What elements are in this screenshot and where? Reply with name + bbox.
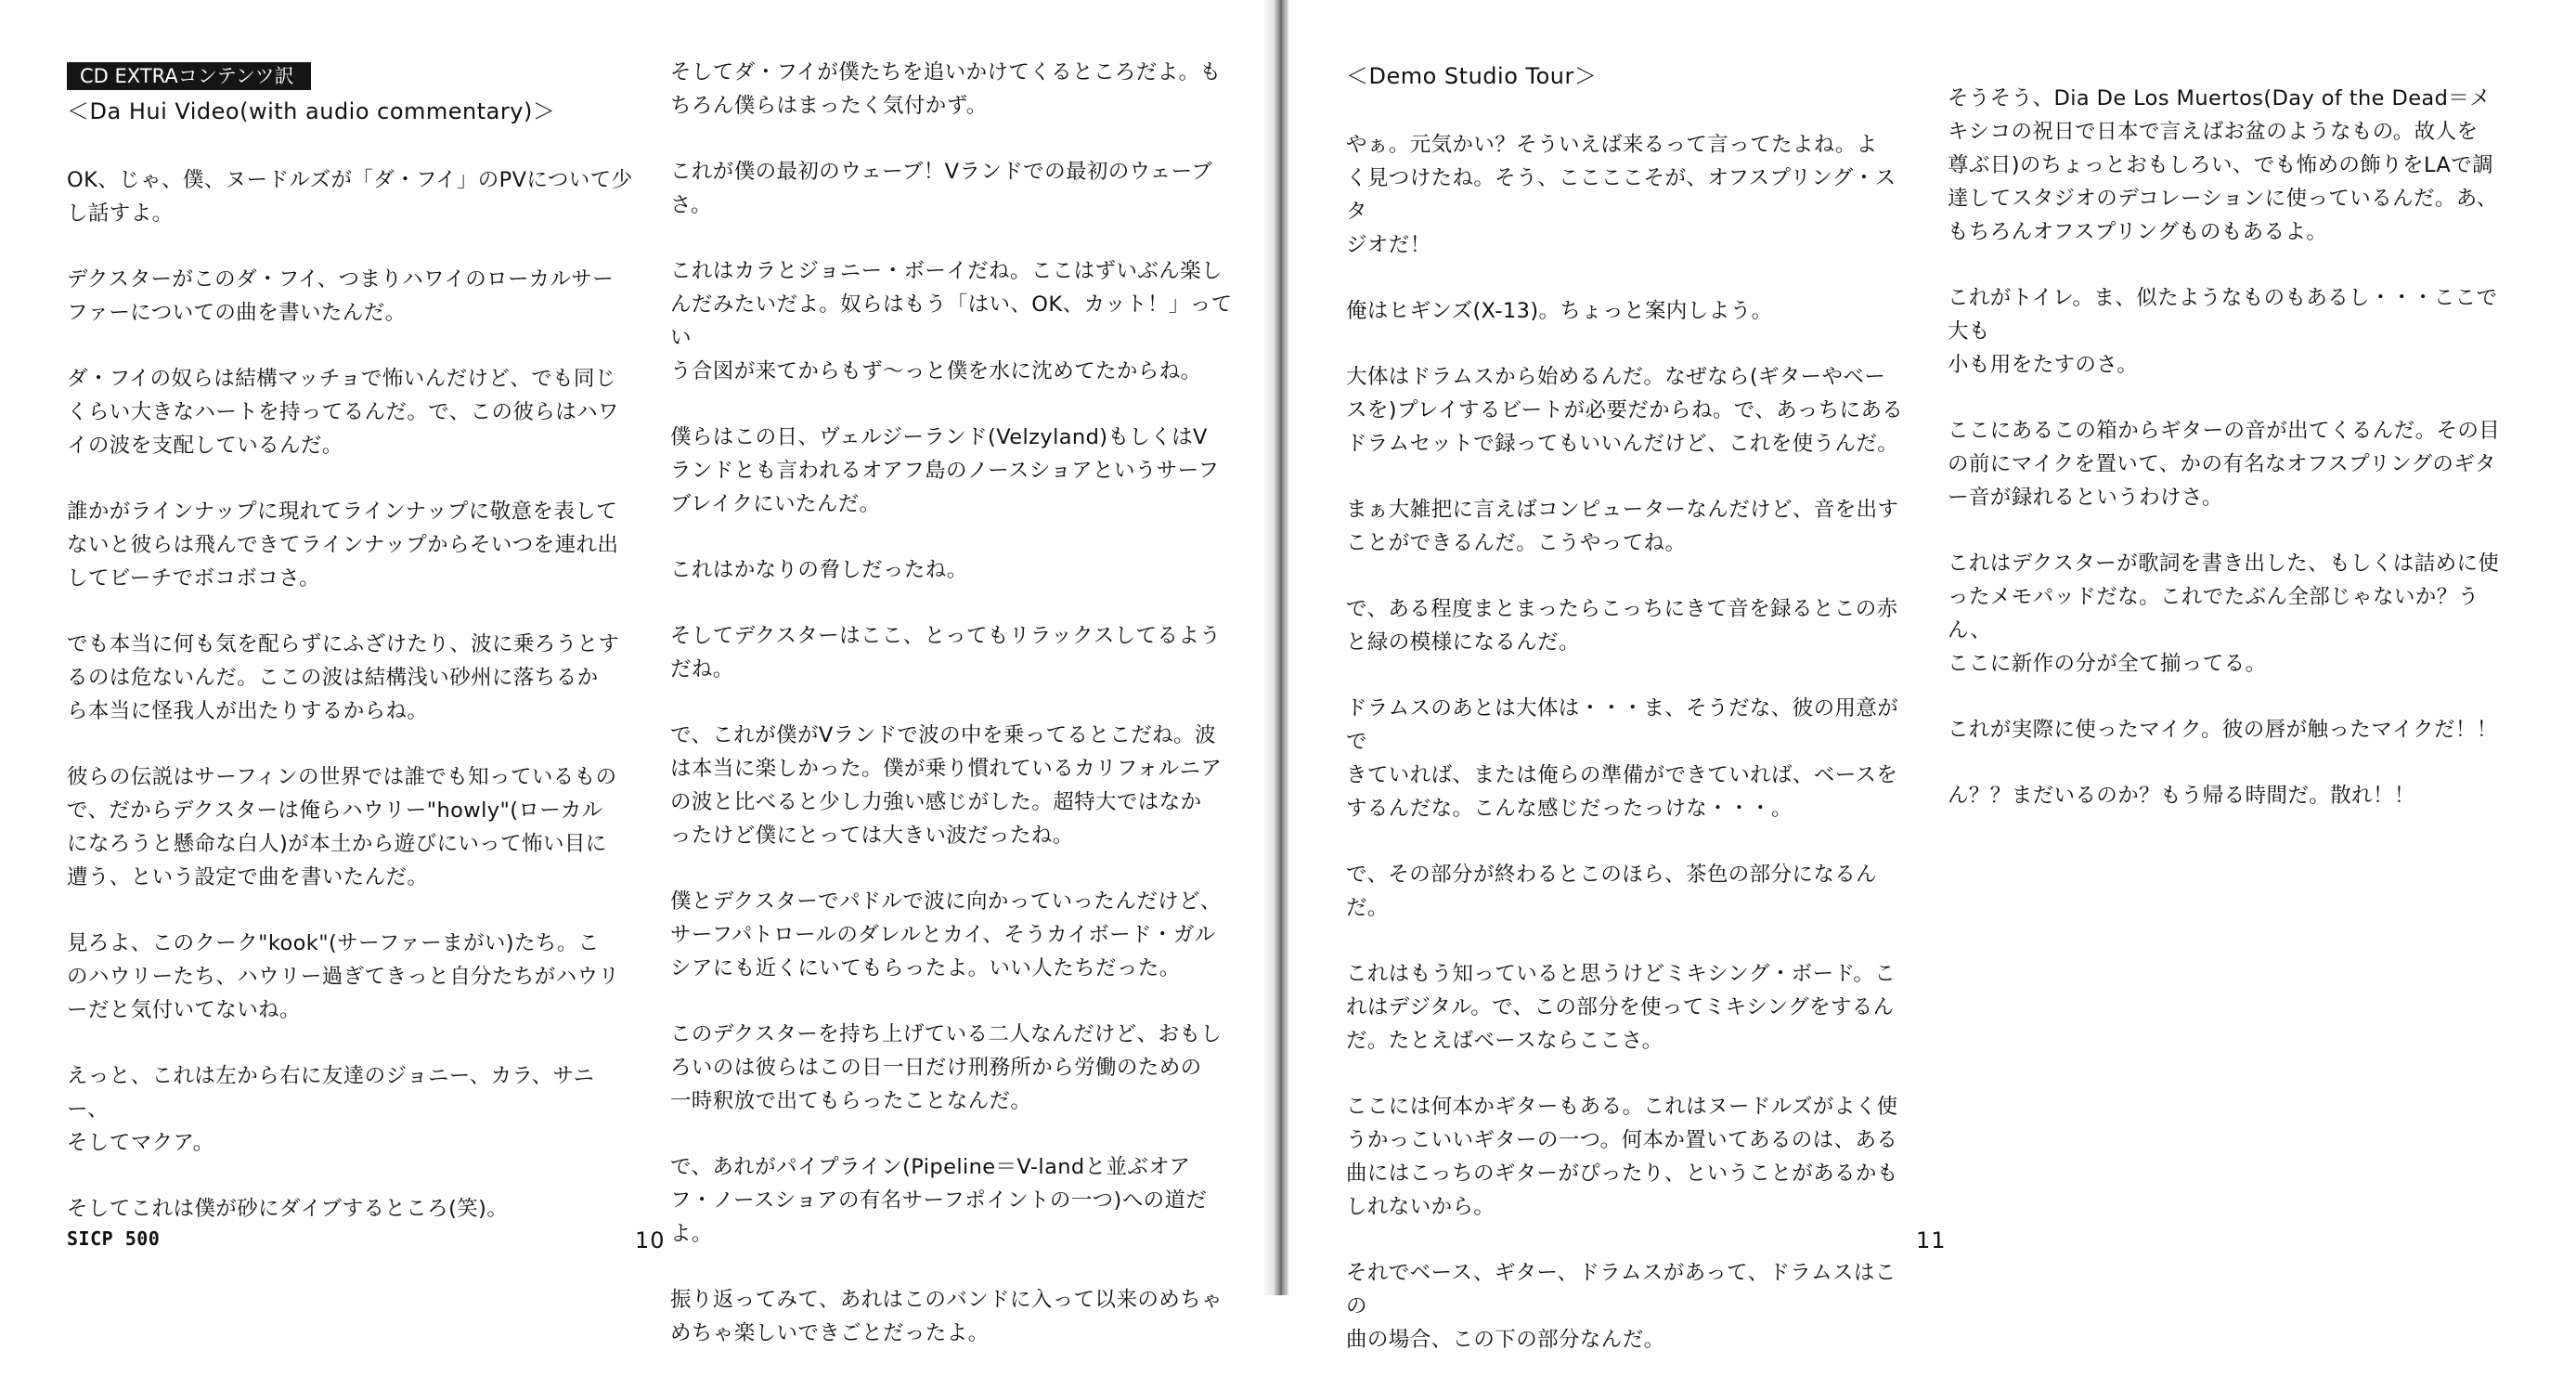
paragraph: それでベース、ギター、ドラムスがあって、ドラムスはこの 曲の場合、この下の部分なんだ。 — [1346, 1261, 1896, 1352]
page-number-right: 11 — [1916, 1227, 1947, 1253]
paragraph: これはデクスターが歌詞を書き出した、もしくは詰めに使 ったメモパッドだな。これでたぶん全部じゃないか？うん、 ここに新作の分が全て揃ってる。 — [1948, 552, 2500, 676]
paragraph: まぁ大雑把に言えばコンピューターなんだけど、音を出す ことができるんだ。こうやってね。 — [1346, 498, 1899, 555]
paragraph: 僕とデクスターでパドルで波に向かっていったんだけど、 サーフパトロールのダレルとカイ、そうカイボード・ガル シアにも近くにいてもらったよ。いい人たちだった。 — [670, 889, 1222, 980]
right-page-column-1 — [1346, 58, 1912, 1389]
paragraph: そしてこれは僕が砂にダイブするところ(笑)。 — [67, 1197, 509, 1221]
paragraph: ここにあるこの箱からギターの音が出てくるんだ。その目 の前にマイクを置いて、かの有名なオフスプリングのギタ ー音が録れるというわけさ。 — [1948, 419, 2501, 510]
paragraph: OK、じゃ、僕、ヌードルズが「ダ・フイ」のPVについて少 し話すよ。 — [67, 168, 633, 226]
paragraph: で、あれがパイプライン(Pipeline＝V-landと並ぶオア フ・ノースショアの有名サーフポイントの一つ)への道だよ。 — [670, 1155, 1208, 1246]
right-page-column-2 — [1948, 82, 2514, 845]
paragraph: で、ある程度まとまったらこっちにきて音を録るとこの赤 と緑の模様になるんだ。 — [1346, 597, 1898, 655]
paragraph: デクスターがこのダ・フイ、つまりハワイのローカルサー ファーについての曲を書いたんだ。 — [67, 267, 615, 325]
paragraph: ダ・フイの奴らは結構マッチョで怖いんだけど、でも同じ くらい大きなハートを持ってるんだ。で、この彼らはハワ イの波を支配しているんだ。 — [67, 367, 619, 458]
left-page — [0, 0, 1274, 1345]
paragraph: 俺はヒギンズ(X-13)。ちょっと案内しよう。 — [1346, 299, 1773, 323]
paragraph: 大体はドラムスから始めるんだ。なぜなら(ギターやベー スを)プレイするビートが必要だからね。で、あっちにある ドラムセットで録ってもいいんだけど、これを使うんだ。 — [1346, 365, 1904, 456]
paragraph: で、これが僕がVランドで波の中を乗ってるとこだね。波 は本当に楽しかった。僕が乗り慣れているカリフォルニア の波と比べると少し力強い感じがした。超特大ではなか ったけど僕にとっては大きい波だったね。 — [670, 723, 1223, 848]
paragraph: これはカラとジョニー・ボーイだね。ここはずいぶん楽し んだみたいだよ。奴らはもう「はい、OK、カット！」ってい う合図が来てからもず〜っと僕を水に沈めてたからね。 — [670, 259, 1233, 383]
paragraph: で、その部分が終わるとこのほら、茶色の部分になるんだ。 — [1346, 863, 1878, 920]
paragraph: これはもう知っていると思うけどミキシング・ボード。こ れはデジタル。で、この部分を使ってミキシングをするん だ。たとえばベースならここさ。 — [1346, 962, 1896, 1053]
paragraph: やぁ。元気かい？そういえば来るって言ってたよね。よ く見つけたね。そう、ここここそが、オフスプリング・スタ ジオだ！ — [1346, 133, 1896, 257]
paragraph: 誰かがラインナップに現れてラインナップに敬意を表して ないと彼らは飛んできてラインナップからそいつを連れ出 してビーチでボコボコさ。 — [67, 500, 619, 591]
left-page-column-2 — [670, 56, 1236, 1383]
paragraph: でも本当に何も気を配らずにふざけたり、波に乗ろうとす るのは危ないんだ。ここの波は結構浅い砂州に落ちるか ら本当に怪我人が出たりするからね。 — [67, 632, 620, 723]
paragraph: そうそう、Dia De Los Muertos(Day of the Dead＝メ キシコの祝日で日本で言えばお盆のようなもの。故人を 尊ぶ日)のちょっとおもしろい、でも怖めの飾りをLAで調 達してスタジオのデコレーションに使っているんだ。あ、 もちろんオフスプリングものもあるよ。 — [1948, 86, 2498, 244]
cd-extra-label: CD EXTRAコンテンツ訳 — [67, 62, 311, 90]
left-page-column-1 — [67, 59, 633, 1258]
paragraph: 僕らはこの日、ヴェルジーランド(Velzyland)もしくはV ランドとも言われるオアフ島のノースショアというサーフ ブレイクにいたんだ。 — [670, 425, 1220, 516]
paragraph: ドラムスのあとは大体は・・・ま、そうだな、彼の用意がで きていれば、または俺らの準備ができていれば、ベースを するんだな。こんな感じだったっけな・・・。 — [1346, 696, 1899, 821]
paragraph: ん？？まだいるのか？もう帰る時間だ。散れ！！ — [1948, 784, 2415, 808]
paragraph: 彼らの伝説はサーフィンの世界では誰でも知っているもの で、だからデクスターは俺らハウリー"howly"(ローカル になろうと懸命な白人)が本土から遊びにいって怖い目に 遭う、という設定で曲を書いたんだ。 — [67, 765, 617, 889]
da-hui-section-title: ＜Da Hui Video(with audio commentary)＞ — [67, 98, 556, 124]
demo-studio-section-title: ＜Demo Studio Tour＞ — [1346, 63, 1598, 89]
paragraph: これが僕の最初のウェーブ！Vランドでの最初のウェーブさ。 — [670, 160, 1213, 217]
paragraph: 振り返ってみて、あれはこのバンドに入って以来のめちゃ めちゃ楽しいできごとだったよ。 — [670, 1288, 1223, 1345]
paragraph: ここには何本かギターもある。これはヌードルズがよく使 うかっこいいギターの一つ。何本か置いてあるのは、ある 曲にはこっちのギターがぴったり、ということがあるかも しれないから。 — [1346, 1095, 1898, 1219]
page-number-left: 10 — [635, 1227, 666, 1253]
paragraph: これがトイレ。ま、似たようなものもあるし・・・ここで大も 小も用をたすのさ。 — [1948, 286, 2498, 377]
paragraph: そしてデクスターはここ、とってもリラックスしてるようだね。 — [670, 624, 1222, 682]
paragraph: そしてダ・フイが僕たちを追いかけてくるところだよ。も ちろん僕らはまったく気付かず。 — [670, 60, 1222, 118]
paragraph: えっと、これは左から右に友達のジョニー、カラ、サニー、 そしてマクア。 — [67, 1064, 595, 1155]
paragraph: これが実際に使ったマイク。彼の唇が触ったマイクだ！！ — [1948, 718, 2498, 742]
catalog-code: SICP 500 — [67, 1227, 161, 1250]
paragraph: これはかなりの脅しだったね。 — [670, 558, 968, 582]
paragraph: 見ろよ、このクーク"kook"(サーファーまがい)たち。こ のハウリーたち、ハウリー過ぎてきっと自分たちがハウリ ーだと気付いてないね。 — [67, 931, 620, 1022]
paragraph: このデクスターを持ち上げている二人なんだけど、おもし ろいのは彼らはこの日一日だけ刑務所から労働のための 一時釈放で出てもらったことなんだ。 — [670, 1022, 1223, 1113]
